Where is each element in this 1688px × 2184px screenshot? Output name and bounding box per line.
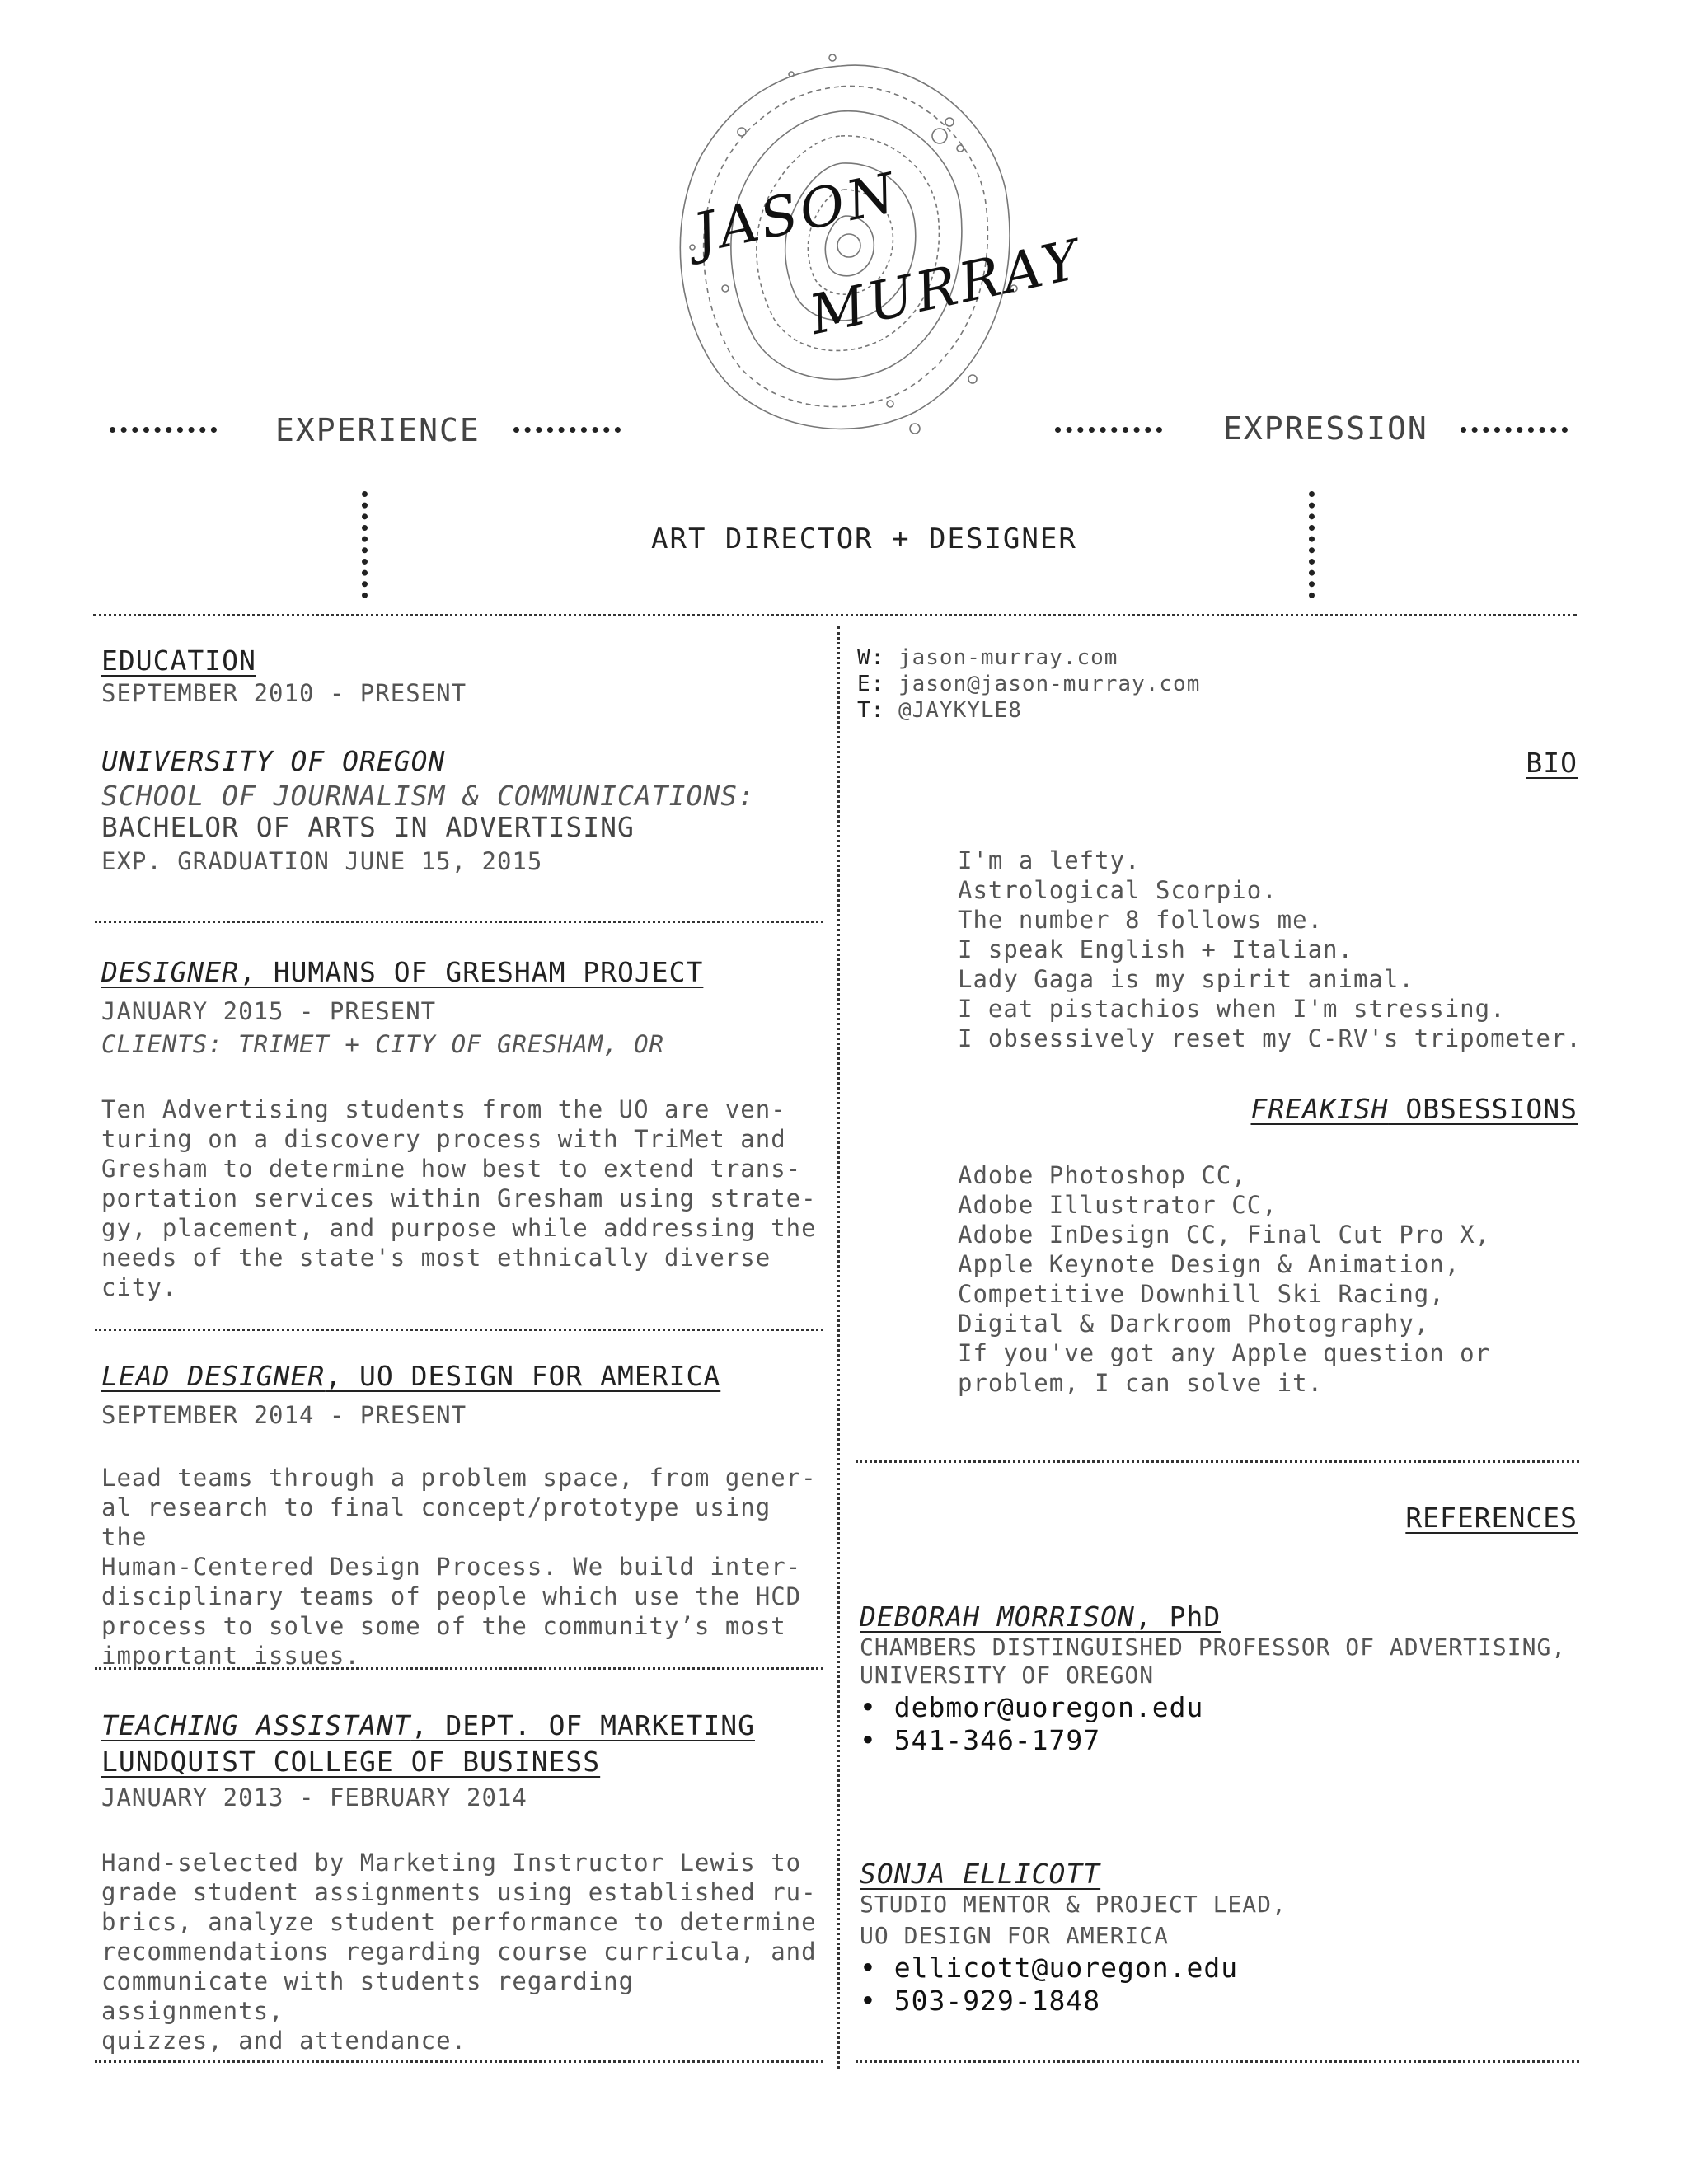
bio-text: I'm a lefty. Astrological Scorpio. The number 8 follows me. I speak English + Italian. Lady Gaga is my spirit animal. I eat pistachios when I'm stressing. I obsessively reset my C-RV's tripometer. <box>958 846 1582 1052</box>
job-1-title <box>101 956 703 988</box>
expression-label: EXPRESSION <box>1223 410 1428 447</box>
obsessions-heading-italic: FREAKISH <box>1250 1093 1389 1125</box>
job-3-role: TEACHING ASSISTANT <box>101 1709 411 1741</box>
tagline: ART DIRECTOR + DESIGNER <box>651 523 1077 555</box>
contact-email[interactable]: jason@jason-murray.com <box>898 672 1201 696</box>
contact-block <box>857 644 1200 724</box>
divider-job-1 <box>95 1329 823 1331</box>
job-1-dates: JANUARY 2015 - PRESENT <box>101 997 437 1025</box>
obsessions-heading <box>1251 1093 1578 1125</box>
education-graduation: EXP. GRADUATION JUNE 15, 2015 <box>101 847 543 875</box>
job-1-role: DESIGNER <box>101 956 239 988</box>
column-divider <box>837 626 840 2069</box>
education-school: UNIVERSITY OF OREGON <box>101 745 446 777</box>
education-degree: BACHELOR OF ARTS IN ADVERTISING <box>101 811 635 843</box>
bio-heading: BIO <box>1526 747 1578 779</box>
logo <box>643 41 1088 462</box>
divider-job-3 <box>95 2060 823 2063</box>
reference-1-phone: • 541-346-1797 <box>860 1724 1101 1756</box>
header-dots-3 <box>1055 427 1162 433</box>
job-1-clients: CLIENTS: TRIMET + CITY OF GRESHAM, OR <box>101 1030 665 1058</box>
experience-label: EXPERIENCE <box>275 412 481 448</box>
contact-email-row <box>857 671 1200 697</box>
divider-obsessions <box>856 1460 1579 1463</box>
job-2-description: Lead teams through a problem space, from gener- al research to final concept/prototype using the Human-Centered Design Process. We build inter- disciplinary teams of people which use the HCD process to solve some of the community’s most important issues. <box>101 1464 817 1670</box>
job-2-org: , UO DESIGN FOR AMERICA <box>325 1360 721 1392</box>
header-dots-4 <box>1461 427 1568 433</box>
contact-web-label: W: <box>857 645 885 670</box>
job-3-description: Hand-selected by Marketing Instructor Lewis to grade student assignments using established ru- brics, analyze student performance to determine recommendations regarding course curricula, and communicate with students regarding assignments, quizzes, and attendance. <box>101 1849 817 2055</box>
header-vdots-right <box>1309 491 1315 598</box>
job-1-org: , HUMANS OF GRESHAM PROJECT <box>238 956 704 988</box>
contact-web-row <box>857 644 1200 671</box>
divider-education <box>95 921 823 923</box>
job-3-dates: JANUARY 2013 - FEBRUARY 2014 <box>101 1783 528 1811</box>
reference-1-name: DEBORAH MORRISON <box>860 1601 1135 1633</box>
references-heading: REFERENCES <box>1405 1502 1578 1534</box>
reference-1-title-line1: CHAMBERS DISTINGUISHED PROFESSOR OF ADVERTISING, <box>860 1633 1567 1661</box>
job-1-description: Ten Advertising students from the UO are ven- turing on a discovery process with TriMet and Gresham to determine how best to extend trans- portation services within Gresham using strate- gy, placement, and purpose while addressing the needs of the state's most ethnically diverse city. <box>101 1095 817 1301</box>
logo-name-line1: JASON <box>687 160 904 266</box>
contact-twitter-label: T: <box>857 698 885 723</box>
reference-2-title-line2: UO DESIGN FOR AMERICA <box>860 1922 1170 1949</box>
divider-references <box>856 2060 1579 2063</box>
header-dots-1 <box>110 427 217 433</box>
education-heading: EDUCATION <box>101 644 256 677</box>
education-dates: SEPTEMBER 2010 - PRESENT <box>101 679 467 707</box>
contact-email-label: E: <box>857 672 885 696</box>
obsessions-heading-rest: OBSESSIONS <box>1388 1093 1578 1125</box>
header-dots-2 <box>513 427 621 433</box>
reference-2-name: SONJA ELLICOTT <box>860 1858 1101 1890</box>
contact-web[interactable]: jason-murray.com <box>898 645 1118 670</box>
education-department: SCHOOL OF JOURNALISM & COMMUNICATIONS: <box>101 780 755 812</box>
reference-1-name-row <box>860 1601 1221 1633</box>
contact-twitter[interactable]: @JAYKYLE8 <box>898 698 1022 723</box>
contact-twitter-row <box>857 697 1200 724</box>
reference-1-title-line2: UNIVERSITY OF OREGON <box>860 1661 1155 1689</box>
reference-2-phone: • 503-929-1848 <box>860 1985 1101 2017</box>
reference-1-email[interactable]: • debmor@uoregon.edu <box>860 1691 1204 1723</box>
job-2-dates: SEPTEMBER 2014 - PRESENT <box>101 1401 467 1429</box>
reference-1-suffix: , PhD <box>1134 1601 1221 1633</box>
header-divider <box>93 614 1577 616</box>
divider-job-2 <box>95 1667 823 1670</box>
obsessions-text: Adobe Photoshop CC, Adobe Illustrator CC, Adobe InDesign CC, Final Cut Pro X, Apple Keynote Design & Animation, Competitive Downhill Ski Racing, Digital & Darkroom Photography, If you've got any Apple question or problem, I can solve it. <box>958 1161 1491 1397</box>
header-vdots-left <box>362 491 368 598</box>
reference-2-email[interactable]: • ellicott@uoregon.edu <box>860 1952 1239 1984</box>
job-3-org-line2: LUNDQUIST COLLEGE OF BUSINESS <box>101 1746 601 1778</box>
job-3-org: , DEPT. OF MARKETING <box>410 1709 755 1741</box>
job-2-role: LEAD DESIGNER <box>101 1360 326 1392</box>
job-3-title <box>101 1709 755 1741</box>
reference-2-title-line1: STUDIO MENTOR & PROJECT LEAD, <box>860 1891 1287 1918</box>
logo-name-line2: MURRAY <box>804 227 1088 348</box>
job-2-title <box>101 1360 720 1392</box>
